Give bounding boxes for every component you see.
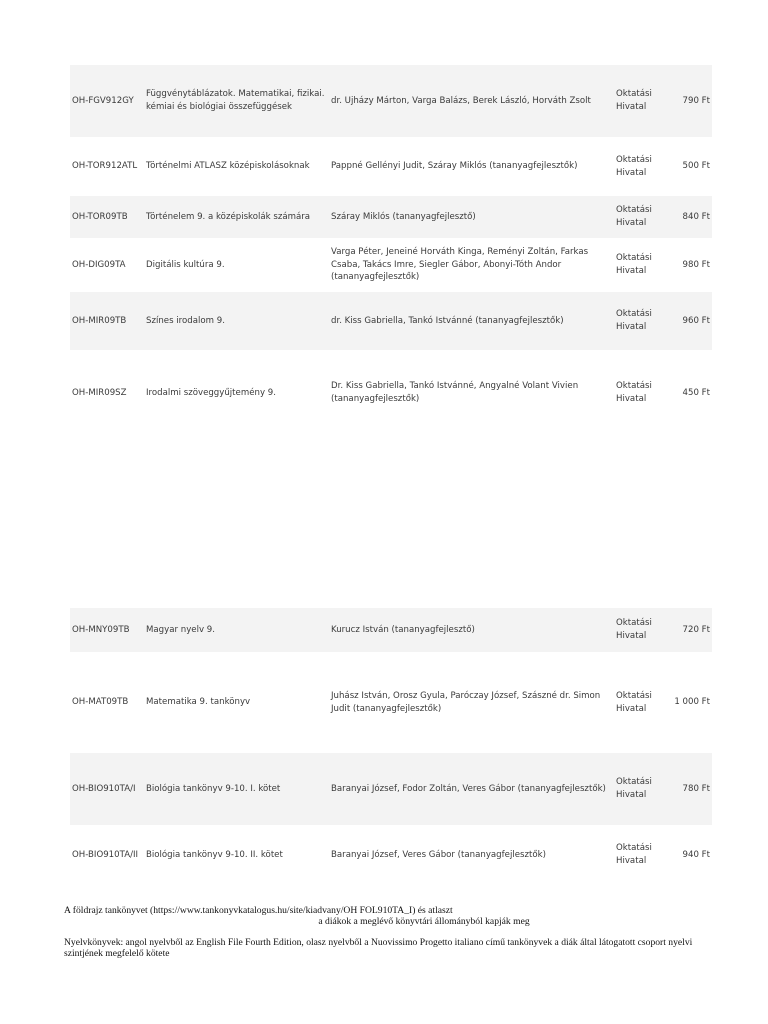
language-books-note: Nyelvkönyvek: angol nyelvből az English File Fourth Edition, olasz nyelvből a Nuovissimo Progetto italiano című tankönyvek a diák által látogatott csoport nyelvi szintjének megfelelő kötete xyxy=(64,937,693,960)
table-row xyxy=(70,608,712,652)
book-price: 780 Ft xyxy=(682,783,710,794)
book-title: Magyar nyelv 9. xyxy=(146,624,215,635)
book-title: Irodalmi szöveggyűjtemény 9. xyxy=(146,387,276,398)
book-publisher: Oktatási Hivatal xyxy=(616,309,652,332)
table-row xyxy=(70,238,712,292)
table-row xyxy=(70,350,712,436)
book-authors: Baranyai József, Veres Gábor (tananyagfejlesztők) xyxy=(331,849,546,860)
book-publisher: Oktatási Hivatal xyxy=(616,843,652,866)
book-publisher: Oktatási Hivatal xyxy=(616,154,652,178)
book-title: Biológia tankönyv 9-10. II. kötet xyxy=(146,849,283,860)
book-publisher: Oktatási Hivatal xyxy=(616,205,652,228)
book-authors: Baranyai József, Fodor Zoltán, Veres Gábor (tananyagfejlesztők) xyxy=(331,783,606,794)
book-price: 940 Ft xyxy=(682,849,710,860)
book-price: 450 Ft xyxy=(682,387,710,398)
book-publisher: Oktatási Hivatal xyxy=(616,381,652,404)
book-code: OH-MNY09TB xyxy=(72,624,130,635)
book-code: OH-BIO910TA/I xyxy=(72,783,136,794)
table-row xyxy=(70,753,712,825)
book-publisher: Oktatási Hivatal xyxy=(616,89,652,112)
book-authors: Száray Miklós (tananyagfejlesztő) xyxy=(331,211,476,222)
book-price: 720 Ft xyxy=(682,624,710,635)
table-row xyxy=(70,825,712,885)
book-code: OH-MIR09TB xyxy=(72,315,127,326)
book-authors: Pappné Gellényi Judit, Száray Miklós (tananyagfejlesztők) xyxy=(331,161,578,172)
book-price: 960 Ft xyxy=(682,315,710,326)
book-code: OH-TOR912ATL xyxy=(72,161,138,172)
book-publisher: Oktatási Hivatal xyxy=(616,618,652,641)
table-row xyxy=(70,137,712,196)
book-authors: Dr. Kiss Gabriella, Tankó Istvánné, Angyalné Volant Vivien (tananyagfejlesztők) xyxy=(331,381,579,404)
book-title: Színes irodalom 9. xyxy=(146,315,225,326)
geography-note-line2: a diákok a meglévő könyvtári állományból kapják meg xyxy=(318,916,530,928)
book-authors: dr. Ujházy Márton, Varga Balázs, Berek László, Horváth Zsolt xyxy=(331,95,591,106)
book-publisher: Oktatási Hivatal xyxy=(616,253,652,276)
book-code: OH-BIO910TA/II xyxy=(72,849,139,860)
table-row xyxy=(70,292,712,350)
book-price: 500 Ft xyxy=(682,161,710,172)
book-title: Matematika 9. tankönyv xyxy=(146,697,251,708)
book-code: OH-DIG09TA xyxy=(72,259,126,270)
book-title: Függvénytáblázatok. Matematikai, fizikai. kémiai és biológiai összefüggések xyxy=(146,89,325,112)
book-code: OH-TOR09TB xyxy=(72,211,128,222)
book-authors: dr. Kiss Gabriella, Tankó Istvánné (tananyagfejlesztők) xyxy=(331,315,564,326)
book-authors: Varga Péter, Jeneiné Horváth Kinga, Reményi Zoltán, Farkas Csaba, Takács Imre, Siegler Gábor, Abonyi-Tóth Andor (tananyagfejlesztők) xyxy=(331,246,589,283)
book-code: OH-MAT09TB xyxy=(72,697,129,708)
geography-note-line1: A földrajz tankönyvet (https://www.tankonyvkatalogus.hu/site/kiadvany/OH FOL910TA_I) és atlaszt xyxy=(64,905,453,916)
table-row xyxy=(70,65,712,137)
book-publisher: Oktatási Hivatal xyxy=(616,777,652,800)
book-code: OH-MIR09SZ xyxy=(72,387,127,398)
book-code: OH-FGV912GY xyxy=(72,95,134,106)
book-price: 980 Ft xyxy=(682,259,710,270)
book-publisher: Oktatási Hivatal xyxy=(616,690,652,714)
book-price: 1 000 Ft xyxy=(674,697,710,708)
table-row xyxy=(70,196,712,238)
table-row xyxy=(70,652,712,753)
geography-note xyxy=(64,905,724,927)
book-authors: Kurucz István (tananyagfejlesztő) xyxy=(331,624,475,635)
book-title: Digitális kultúra 9. xyxy=(146,259,225,270)
book-price: 790 Ft xyxy=(682,95,710,106)
book-title: Történelem 9. a középiskolák számára xyxy=(146,211,311,222)
book-price: 840 Ft xyxy=(682,211,710,222)
book-title: Történelmi ATLASZ középiskolásoknak xyxy=(146,161,310,172)
book-title: Biológia tankönyv 9-10. I. kötet xyxy=(146,783,281,794)
book-authors: Juhász István, Orosz Gyula, Paróczay József, Szászné dr. Simon Judit (tananyagfejlesztők) xyxy=(331,690,601,714)
